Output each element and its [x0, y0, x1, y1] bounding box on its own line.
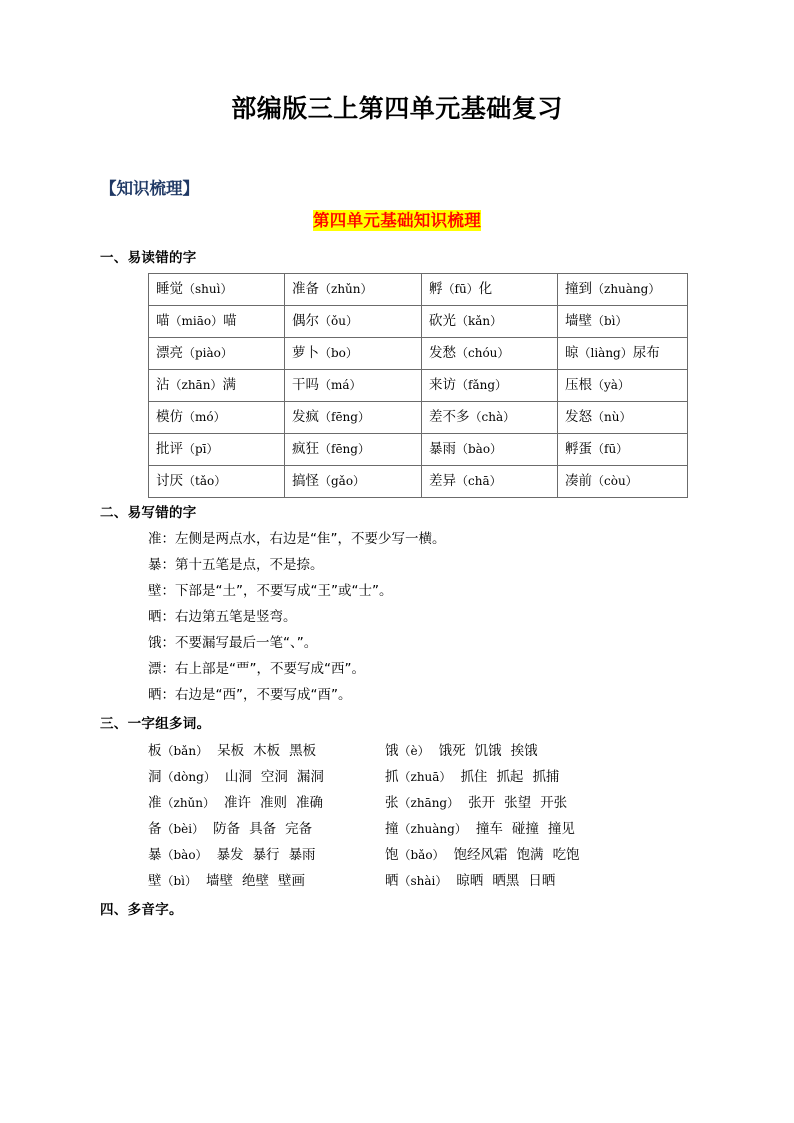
word-group-word: 撞车: [475, 820, 503, 837]
word-group-word: 撞见: [547, 820, 575, 837]
word-group-pinyin: （bào）: [161, 847, 208, 862]
cell-suffix: 化: [478, 281, 493, 298]
word-group-word: 防备: [213, 820, 241, 837]
word-group-word: 饿死: [438, 742, 466, 759]
cell-pinyin: （fū）: [442, 282, 479, 297]
word-group-char: 备: [148, 820, 162, 837]
table-cell: [149, 338, 285, 370]
table-cell: [422, 370, 558, 402]
word-group-word: 准则: [260, 794, 288, 811]
cell-word: 差异: [429, 473, 456, 490]
cell-pinyin: （nù）: [592, 410, 632, 425]
cell-pinyin: （còu）: [592, 474, 638, 489]
word-group-word: 呆板: [217, 742, 245, 759]
table-row: [149, 402, 688, 434]
cell-pinyin: （mó）: [183, 410, 226, 425]
cell-pinyin: （bào）: [456, 442, 503, 457]
cell-word: 模仿: [156, 409, 183, 426]
section-heading-one: 一、易读错的字: [100, 249, 197, 266]
note-line: 准：左侧是两点水，右边是“隹”，不要少写一横。: [148, 531, 446, 548]
cell-pinyin: （miāo）: [169, 314, 224, 329]
word-group-left: [100, 816, 385, 842]
table-cell: [422, 402, 558, 434]
word-group-word: 山洞: [224, 768, 252, 785]
word-group-pinyin: （zhǔn）: [161, 795, 216, 810]
table-cell: [422, 434, 558, 466]
cell-pinyin: （zhǔn）: [319, 282, 373, 297]
word-group-word: 日晒: [528, 872, 556, 889]
table-cell: [149, 434, 285, 466]
word-group-pinyin: （zhuàng）: [398, 821, 467, 836]
word-group-word: 准确: [296, 794, 324, 811]
word-group-row: [100, 816, 694, 842]
word-group-row: [100, 738, 694, 764]
cell-pinyin: （tǎo）: [183, 474, 227, 489]
word-group-left: [100, 842, 385, 868]
table-cell: [285, 306, 422, 338]
table-row: [149, 306, 688, 338]
word-group-char: 壁: [148, 872, 162, 889]
word-group-word: 吃饱: [552, 846, 580, 863]
word-group-row: [100, 790, 694, 816]
easy-miswrite-notes-list: [100, 523, 694, 708]
word-group-word: 墙壁: [206, 872, 234, 889]
easy-misread-characters-table: [148, 273, 688, 498]
word-group-word: 暴雨: [288, 846, 316, 863]
knowledge-review-heading: 【知识梳理】: [100, 179, 199, 199]
word-group-pinyin: （dòng）: [161, 769, 216, 784]
word-group-pinyin: （zhuā）: [398, 769, 452, 784]
cell-word: 偶尔: [292, 313, 319, 330]
cell-word: 发疯: [292, 409, 319, 426]
word-group-left: [100, 790, 385, 816]
word-group-word: 空洞: [260, 768, 288, 785]
word-group-word: 晾晒: [456, 872, 484, 889]
table-cell: [149, 370, 285, 402]
note-line: 饿：不要漏写最后一笔“、”。: [148, 635, 318, 652]
word-group-word: 准许: [224, 794, 252, 811]
cell-word: 干吗: [292, 377, 319, 394]
word-group-pinyin: （bèi）: [161, 821, 205, 836]
one-char-many-words-list: [100, 735, 694, 894]
word-group-word: 木板: [253, 742, 281, 759]
word-group-char: 撞: [385, 820, 399, 837]
word-group-word: 完备: [285, 820, 313, 837]
word-group-char: 抓: [385, 768, 399, 785]
cell-pinyin: （chā）: [456, 474, 502, 489]
note-line: 暴：第十五笔是点，不是捺。: [148, 557, 324, 574]
cell-pinyin: （yà）: [592, 378, 630, 393]
word-group-word: 碰撞: [511, 820, 539, 837]
cell-suffix: 喵: [223, 313, 237, 330]
table-cell: [149, 274, 285, 306]
word-group-word: 漏洞: [296, 768, 324, 785]
word-group-word: 张望: [504, 794, 532, 811]
cell-word: 发愁: [429, 345, 456, 362]
table-cell: [285, 434, 422, 466]
word-group-word: 抓起: [496, 768, 524, 785]
word-group-word: 绝壁: [242, 872, 270, 889]
cell-pinyin: （fǎng）: [456, 378, 508, 393]
cell-pinyin: （chóu）: [456, 346, 510, 361]
cell-pinyin: （fū）: [592, 442, 629, 457]
table-cell: [558, 370, 688, 402]
cell-word: 凑前: [565, 473, 592, 490]
cell-word: 喵: [156, 313, 170, 330]
table-cell: [149, 402, 285, 434]
word-group-left: [100, 738, 385, 764]
word-group-left: [100, 764, 385, 790]
word-group-pinyin: （bǎn）: [161, 743, 209, 758]
table-cell: [285, 338, 422, 370]
word-group-row: [100, 764, 694, 790]
cell-suffix: 满: [222, 377, 236, 394]
word-group-pinyin: （zhāng）: [398, 795, 460, 810]
note-line: 晒：右边第五笔是竖弯。: [148, 609, 297, 626]
word-group-word: 饱经风霜: [453, 846, 508, 863]
word-group-word: 晒黑: [492, 872, 520, 889]
word-group-char: 张: [385, 794, 399, 811]
word-group-word: 饥饿: [474, 742, 502, 759]
word-group-row: [100, 842, 694, 868]
cell-word: 砍光: [429, 313, 456, 330]
cell-word: 睡觉: [156, 281, 183, 298]
note-line: 漂：右上部是“覀”，不要写成“西”。: [148, 661, 365, 678]
table-row: [149, 370, 688, 402]
word-group-char: 暴: [148, 846, 162, 863]
word-group-char: 洞: [148, 768, 162, 785]
cell-pinyin: （bì）: [592, 314, 628, 329]
word-group-char: 板: [148, 742, 162, 759]
word-group-char: 准: [148, 794, 162, 811]
word-group-right: [385, 842, 694, 868]
page-title: 部编版三上第四单元基础复习: [231, 94, 563, 123]
cell-word: 讨厌: [156, 473, 183, 490]
cell-word: 差不多: [429, 409, 470, 426]
cell-word: 疯狂: [292, 441, 319, 458]
cell-pinyin: （piào）: [183, 346, 233, 361]
cell-word: 墙壁: [565, 313, 592, 330]
word-group-word: 暴行: [252, 846, 280, 863]
cell-word: 萝卜: [292, 345, 319, 362]
table-row: [149, 338, 688, 370]
table-cell: [149, 306, 285, 338]
cell-word: 来访: [429, 377, 456, 394]
word-group-word: 饱满: [516, 846, 544, 863]
word-group-word: 黑板: [289, 742, 317, 759]
table-cell: [422, 466, 558, 498]
cell-word: 准备: [292, 281, 319, 298]
cell-pinyin: （pī）: [183, 442, 219, 457]
cell-word: 暴雨: [429, 441, 456, 458]
word-group-word: 抓捕: [532, 768, 560, 785]
table-cell: [558, 402, 688, 434]
cell-pinyin: （zhān）: [169, 378, 223, 393]
cell-suffix: 尿布: [632, 345, 660, 362]
section-heading-two: 二、易写错的字: [100, 505, 197, 522]
word-group-word: 张开: [468, 794, 496, 811]
note-line: 壁：下部是“土”，不要写成“王”或“士”。: [148, 583, 393, 600]
table-cell: [558, 306, 688, 338]
word-group-right: [385, 868, 694, 894]
table-cell: [285, 466, 422, 498]
word-group-word: 壁画: [278, 872, 306, 889]
word-group-pinyin: （è）: [398, 743, 430, 758]
cell-word: 孵: [429, 281, 443, 298]
word-group-word: 开张: [540, 794, 568, 811]
table-cell: [285, 274, 422, 306]
cell-pinyin: （shuì）: [183, 282, 233, 297]
cell-pinyin: （liàng）: [578, 346, 633, 361]
word-group-right: [385, 790, 694, 816]
word-group-left: [100, 868, 385, 894]
table-cell: [558, 274, 688, 306]
word-group-row: [100, 868, 694, 894]
section-heading-three: 三、一字组多词。: [100, 716, 211, 733]
word-group-word: 具备: [249, 820, 277, 837]
cell-pinyin: （gǎo）: [319, 474, 366, 489]
table-cell: [285, 402, 422, 434]
cell-pinyin: （zhuàng）: [592, 282, 661, 297]
table-row: [149, 466, 688, 498]
cell-pinyin: （má）: [319, 378, 362, 393]
cell-word: 晾: [565, 345, 579, 362]
cell-word: 漂亮: [156, 345, 183, 362]
table-cell: [422, 274, 558, 306]
word-group-char: 晒: [385, 872, 399, 889]
word-group-char: 饿: [385, 742, 399, 759]
table-cell: [558, 434, 688, 466]
section-heading-four: 四、多音字。: [100, 901, 183, 918]
cell-word: 孵蛋: [565, 441, 592, 458]
table-row: [149, 434, 688, 466]
cell-pinyin: （ǒu）: [319, 314, 358, 329]
table-cell: [422, 306, 558, 338]
word-group-pinyin: （shài）: [398, 873, 448, 888]
word-group-pinyin: （bǎo）: [398, 847, 445, 862]
cell-pinyin: （fēng）: [319, 410, 370, 425]
cell-word: 压根: [565, 377, 592, 394]
cell-word: 沾: [156, 377, 170, 394]
cell-pinyin: （kǎn）: [456, 314, 503, 329]
table-cell: [558, 338, 688, 370]
cell-word: 撞到: [565, 281, 592, 298]
word-group-char: 饱: [385, 846, 399, 863]
word-group-right: [385, 738, 694, 764]
cell-pinyin: （chà）: [469, 410, 516, 425]
table-row: [149, 274, 688, 306]
word-group-word: 抓住: [460, 768, 488, 785]
highlight-heading-row: [100, 200, 694, 232]
word-group-word: 暴发: [216, 846, 244, 863]
table-cell: [422, 338, 558, 370]
word-group-pinyin: （bì）: [161, 873, 198, 888]
table-cell: [285, 370, 422, 402]
table-cell: [149, 466, 285, 498]
cell-pinyin: （fēng）: [319, 442, 370, 457]
note-line: 晒：右边是“西”，不要写成“酉”。: [148, 687, 352, 704]
cell-word: 批评: [156, 441, 183, 458]
table-cell: [558, 466, 688, 498]
cell-word: 搞怪: [292, 473, 319, 490]
word-group-right: [385, 764, 694, 790]
word-group-word: 挨饿: [510, 742, 538, 759]
cell-pinyin: （bo）: [319, 346, 358, 361]
unit-knowledge-heading: 第四单元基础知识梳理: [313, 210, 481, 230]
cell-word: 发怒: [565, 409, 592, 426]
word-group-right: [385, 816, 694, 842]
